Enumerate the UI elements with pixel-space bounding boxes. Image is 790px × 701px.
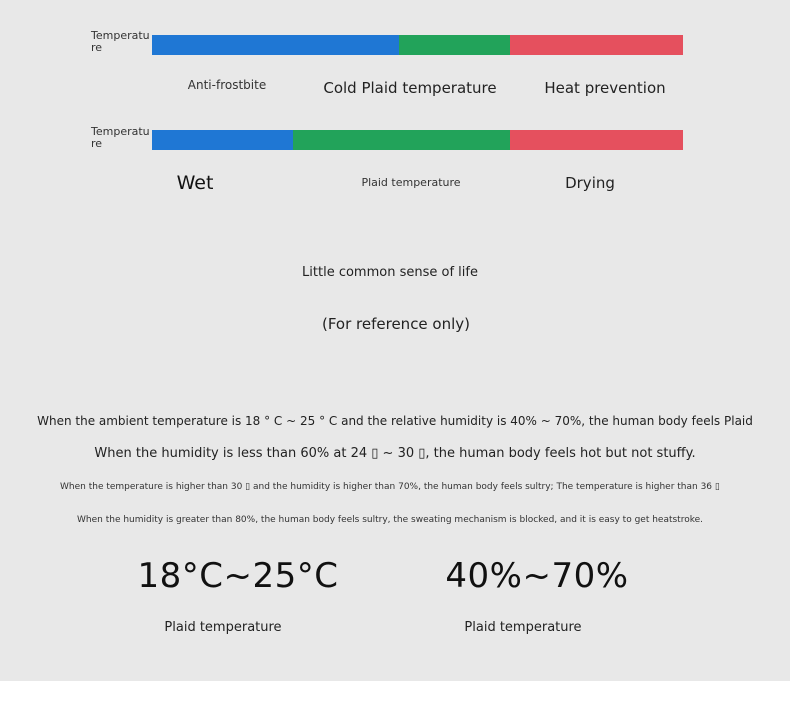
- scale1-segment-heat-prevention: [510, 35, 683, 55]
- scale2-caption-wet: Wet: [176, 172, 214, 194]
- scale2-segment-drying: [510, 130, 683, 150]
- temperature-scale-bar-1: [152, 35, 683, 55]
- scale2-caption-plaid: Plaid temperature: [361, 176, 461, 189]
- note-4: When the humidity is greater than 80%, the human body feels sultry, the sweating mechanism is blocked, and it is easy to get heatstroke.: [77, 515, 704, 525]
- stat-temperature-value: 18°C~25°C: [137, 556, 339, 596]
- scale1-caption-heat-prevention: Heat prevention: [544, 79, 666, 97]
- stat-humidity-value: 40%~70%: [445, 556, 629, 596]
- scale2-caption-drying: Drying: [565, 174, 615, 192]
- section-heading: Little common sense of life: [302, 265, 478, 280]
- scale2-segment-wet: [152, 130, 293, 150]
- stat-humidity-label: Plaid temperature: [464, 620, 582, 635]
- scale1-segment-cold-plaid: [399, 35, 510, 55]
- scale1-segment-anti-frostbite: [152, 35, 399, 55]
- note-2: When the humidity is less than 60% at 24 ▯ ~ 30 ▯, the human body feels hot but not stuffy.: [94, 446, 696, 461]
- section-subheading: (For reference only): [321, 315, 471, 333]
- note-3: When the temperature is higher than 30 ▯ and the humidity is higher than 70%, the human body feels sultry; The temperature is higher than 36 ▯: [60, 482, 720, 492]
- stat-temperature-label: Plaid temperature: [164, 620, 282, 635]
- scale1-caption-cold-plaid: Cold Plaid temperature: [323, 79, 497, 97]
- temperature-scale-bar-2: [152, 130, 683, 150]
- scale2-segment-plaid: [293, 130, 510, 150]
- scale2-label: Temperature: [91, 125, 150, 150]
- scale1-label: Temperature: [91, 29, 150, 54]
- note-1: When the ambient temperature is 18 ° C ~ 25 ° C and the relative humidity is 40% ~ 70%, the human body feels Plaid: [37, 414, 753, 428]
- scale1-caption-anti-frostbite: Anti-frostbite: [187, 78, 267, 92]
